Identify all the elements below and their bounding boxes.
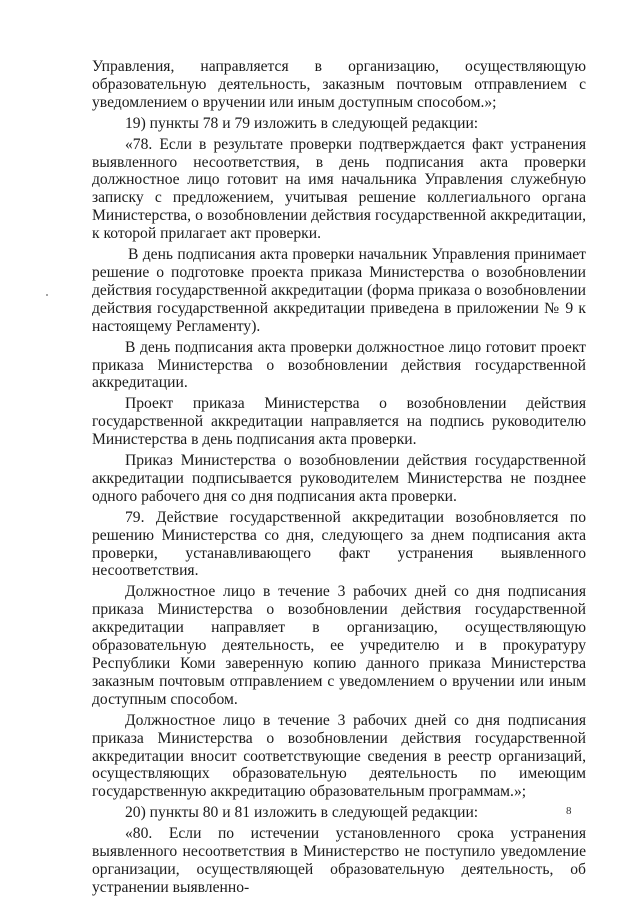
page-number: 8 [566,805,572,817]
paragraph: «80. Если по истечении установленного срока устранения выявленного несоответствия в Министерство не поступило уведомление организации, осуществляющей образовательную деятельность, об устранении выявленно- [92,825,586,896]
paragraph: Приказ Министерства о возобновлении действия государственной аккредитации подписывается руководителем Министерства не позднее одного рабочего дня со дня подписания акта проверки. [92,452,586,505]
paragraph: Проект приказа Министерства о возобновлении действия государственной аккредитации направляется на подпись руководителю Министерства в день подписания акта проверки. [92,395,586,449]
paragraph: «78. Если в результате проверки подтверждается факт устранения выявленного несоответствия, в день подписания акта проверки должностное лицо готовит на имя начальника Управления служебную записку с предложением, учитывая решение коллегиального органа Министерства, о возобновлении действия государственной аккредитации, к которой прилагает акт проверки. [92,135,586,243]
paragraph: В день подписания акта проверки начальник Управления принимает решение о подготовке проекта приказа Министерства о возобновлении действия государственной аккредитации (форма приказа о возобновлении действия государственной аккредитации приведена в приложении № 9 к настоящему Регламенту). [92,246,586,335]
paragraph: 19) пункты 78 и 79 изложить в следующей редакции: [125,114,479,132]
paragraph: Должностное лицо в течение 3 рабочих дней со дня подписания приказа Министерства о возобновлении действия государственной аккредитации вносит соответствующие сведения в реестр организаций, осуществляющих образовательную деятельность по имеющим государственную аккредитацию образовательным программам.»; [92,711,586,801]
margin-mark [46,294,48,296]
paragraph: 20) пункты 80 и 81 изложить в следующей редакции: [125,804,479,822]
paragraph: 79. Действие государственной аккредитации возобновляется по решению Министерства со дня, следующего за днем подписания акта проверки, устанавливающего факт устранения выявленного несоответствия. [92,508,586,580]
document-body [92,58,586,900]
paragraph: Управления, направляется в организацию, осуществляющую образовательную деятельность, заказным почтовым отправлением с уведомлением о вручении или иным доступным способом.»; [92,58,586,111]
paragraph: Должностное лицо в течение 3 рабочих дней со дня подписания приказа Министерства о возобновлении действия государственной аккредитации направляет в организацию, осуществляющую образовательную деятельность, ее учредителю и в прокуратуру Республики Коми заверенную копию данного приказа Министерства заказным почтовым отправлением с уведомлением о вручении или иным доступным способом. [92,583,586,708]
paragraph: В день подписания акта проверки должностное лицо готовит проект приказа Министерства о возобновлении действия государственной аккредитации. [92,338,586,392]
